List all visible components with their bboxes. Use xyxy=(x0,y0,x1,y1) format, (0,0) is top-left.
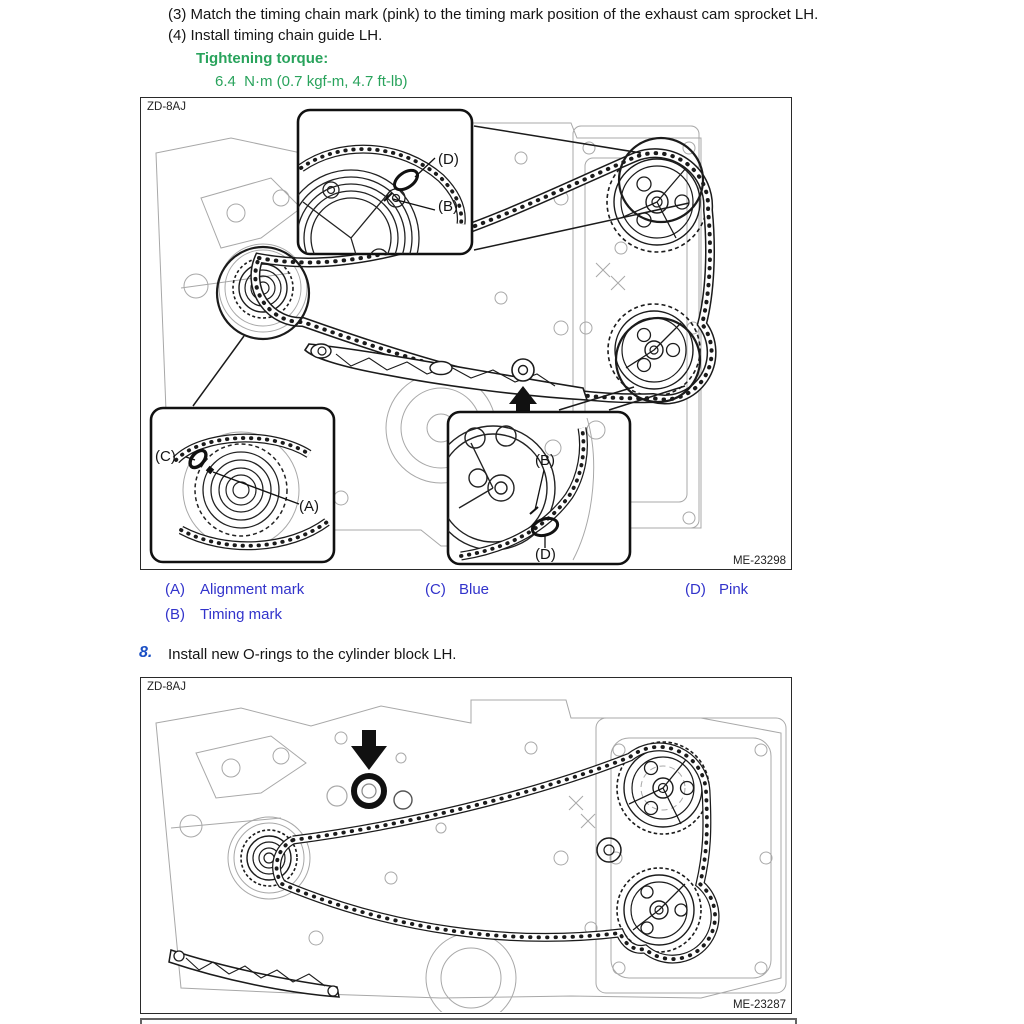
o-ring-marker xyxy=(327,776,412,809)
step8-text: Install new O-rings to the cylinder block LH. xyxy=(168,646,457,663)
figure1-code: ZD-8AJ xyxy=(147,101,186,113)
legend-label-c: Blue xyxy=(459,581,490,598)
legend-key-d: (D) xyxy=(685,581,706,598)
figure-o-rings-lh xyxy=(140,677,792,1014)
callout-left-c: (C) xyxy=(155,448,176,465)
instruction-step3: (3) Match the timing chain mark (pink) to the timing mark position of the exhaust cam sprocket LH. xyxy=(168,6,819,23)
callout-mid-b: (B) xyxy=(535,452,555,469)
legend-key-b: (B) xyxy=(165,606,185,623)
chain-tensioner xyxy=(597,838,621,862)
step8-number: 8. xyxy=(139,644,153,661)
legend-key-c: (C) xyxy=(425,581,446,598)
legend-label-a: Alignment mark xyxy=(200,581,305,598)
torque-value: 6.4 N·m (0.7 kgf-m, 4.7 ft-lb) xyxy=(215,73,408,90)
chain-guide xyxy=(169,950,339,997)
figure2-code: ZD-8AJ xyxy=(147,681,186,693)
callout-mid-d: (D) xyxy=(535,546,556,563)
engine-background-art xyxy=(156,700,786,1012)
figure2-ref: ME-23287 xyxy=(732,999,786,1011)
callout-left-a: (A) xyxy=(299,498,319,515)
figure-timing-chain-lh xyxy=(140,97,792,570)
timing-chain-diagram xyxy=(141,98,793,568)
figure1-ref: ME-23298 xyxy=(732,555,786,567)
o-ring-diagram xyxy=(141,678,793,1012)
inset-crank xyxy=(151,408,334,562)
callout-top-b: (B) xyxy=(438,198,458,215)
cam-sprocket-exhaust xyxy=(617,868,701,952)
callout-top-d: (D) xyxy=(438,151,459,168)
instruction-step4: (4) Install timing chain guide LH. xyxy=(168,27,383,44)
torque-heading: Tightening torque: xyxy=(196,50,329,67)
chain-guide-lh xyxy=(305,344,587,400)
legend-label-b: Timing mark xyxy=(200,606,282,623)
timing-chain xyxy=(277,747,716,959)
down-arrow-icon xyxy=(351,730,387,770)
legend-label-d: Pink xyxy=(719,581,749,598)
legend-key-a: (A) xyxy=(165,581,185,598)
next-figure-top-edge xyxy=(140,1018,797,1024)
inset-exhaust xyxy=(431,412,630,564)
